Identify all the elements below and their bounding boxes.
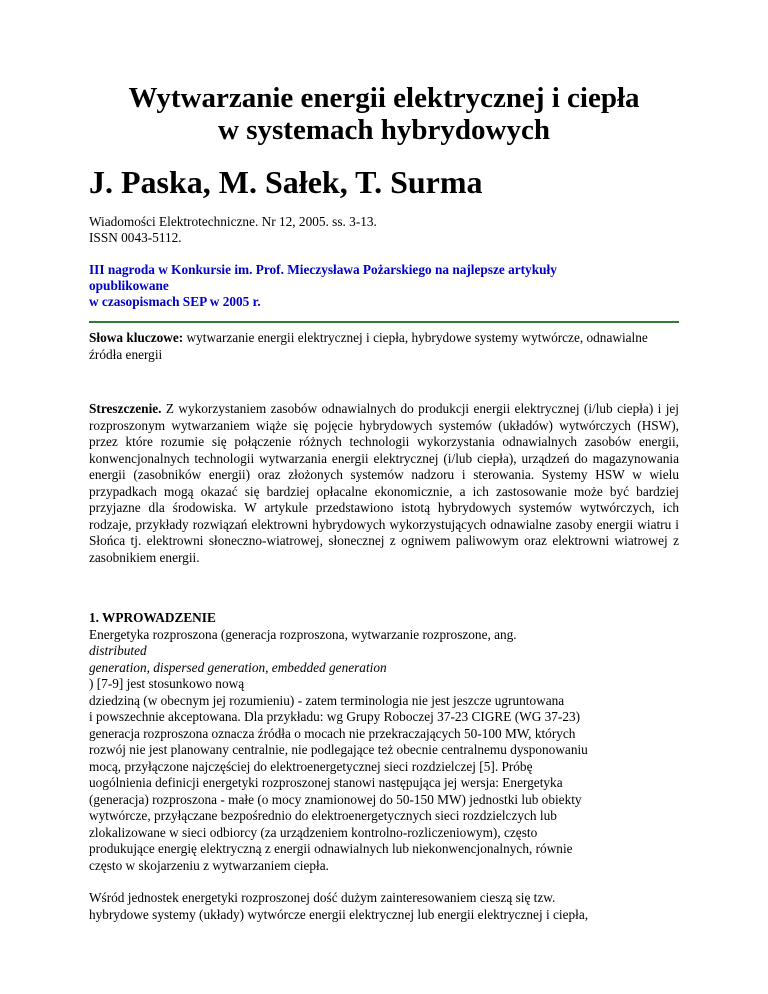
document-title bbox=[89, 82, 679, 146]
divider-rule bbox=[89, 321, 679, 323]
intro-italic-terms: generation, dispersed generation, embedded generation bbox=[89, 659, 387, 675]
paragraph-line: Wśród jednostek energetyki rozproszonej dość dużym zainteresowaniem cieszą się tzw. bbox=[89, 890, 556, 905]
section-heading: 1. WPROWADZENIE bbox=[89, 610, 216, 625]
intro-line: zlokalizowane w sieci odbiorcy (za urządzeniem kontrolno-rozliczeniowym), często bbox=[89, 824, 538, 840]
title-line-2: w systemach hybrydowych bbox=[218, 114, 550, 146]
award-line-3: w czasopismach SEP w 2005 r. bbox=[89, 294, 261, 309]
intro-line bbox=[89, 627, 679, 660]
intro-line: wytwórcze, przyłączane bezpośrednio do elektroenergetycznych sieci rozdzielczych lub bbox=[89, 808, 557, 823]
intro-line-text: Energetyka rozproszona (generacja rozproszona, wytwarzanie rozproszone, ang. bbox=[89, 626, 517, 642]
keywords-label: Słowa kluczowe: bbox=[89, 330, 184, 345]
intro-paragraph bbox=[89, 627, 679, 875]
intro-line: produkujące energię elektryczną z energii odnawialnych lub niekonwencjonalnych, równie bbox=[89, 841, 573, 856]
intro-line bbox=[89, 660, 679, 693]
intro-line: często w skojarzeniu z wytwarzaniem ciepła. bbox=[89, 857, 329, 873]
abstract-paragraph bbox=[89, 401, 679, 566]
source-line-issn: ISSN 0043-5112. bbox=[89, 230, 182, 245]
award-line-2: opublikowane bbox=[89, 278, 169, 293]
intro-line: dziedziną (w obecnym jej rozumieniu) - zatem terminologia nie jest jeszcze ugruntowana bbox=[89, 692, 565, 708]
intro-line: rozwój nie jest planowany centralnie, nie podlegające też obecnie centralnemu dysponowaniu bbox=[89, 742, 588, 757]
award-note bbox=[89, 262, 679, 310]
intro-italic-term: distributed bbox=[89, 643, 147, 658]
intro-line: i powszechnie akceptowana. Dla przykładu: wg Grupy Roboczej 37-23 CIGRE (WG 37-23) bbox=[89, 709, 581, 724]
keywords-paragraph bbox=[89, 330, 679, 363]
second-paragraph bbox=[89, 890, 679, 923]
publication-source bbox=[89, 214, 679, 246]
intro-line: mocą, przyłączone najczęściej do elektroenergetycznej sieci rozdzielczej [5]. Próbę bbox=[89, 758, 533, 774]
abstract-text: Z wykorzystaniem zasobów odnawialnych do produkcji energii elektrycznej (i/lub ciepła) i jej rozproszonym wytwarzaniem wiąże się pojęcie hybrydowych systemów (układów) wytwórczych (HSW), przez które rozumie się połączenie różnych technologii wykorzystania odnawialnych zasobów energii, konwencjonalnych technologii wytwarzania energii elektrycznej (i/lub ciepła), urządzeń do magazynowania energii (zasobników energii) oraz złożonych systemów nadzoru i sterowania. Systemy HSW w wielu przypadkach mogą okazać się bardziej opłacalne ekonomicznie, a ich zastosowanie może być bardziej przyjazne dla środowiska. W artykule przedstawiono istotą hybrydowych systemów wytwórczych, ich rodzaje, przykłady rozwiązań elektrowni hybrydowych wykorzystujących odnawialne zasoby energii wiatru i Słońca tj. elektrowni słoneczno-wiatrowej, słonecznej z ogniwem paliwowym oraz elektrowni wiatrowej z zasobnikiem energii. bbox=[89, 401, 679, 565]
intro-line: (generacja) rozproszona - małe (o mocy znamionowej do 50-150 MW) jednostki lub obiekty bbox=[89, 791, 582, 807]
abstract-label: Streszczenie. bbox=[89, 401, 162, 416]
award-line-1: III nagroda w Konkursie im. Prof. Mieczysława Pożarskiego na najlepsze artykuły bbox=[89, 262, 557, 277]
authors: J. Paska, M. Sałek, T. Surma bbox=[89, 164, 483, 200]
title-line-1: Wytwarzanie energii elektrycznej i ciepła bbox=[128, 82, 640, 114]
document-page bbox=[89, 82, 679, 923]
keywords-text: wytwarzanie energii elektrycznej i ciepła, hybrydowe systemy wytwórcze, odnawialne źródła energii bbox=[89, 330, 648, 362]
paragraph-line: hybrydowe systemy (układy) wytwórcze energii elektrycznej lub energii elektrycznej i ciepła, bbox=[89, 906, 589, 922]
intro-line: generacja rozproszona oznacza źródła o mocach nie przekraczających 50-100 MW, których bbox=[89, 725, 576, 741]
intro-line: uogólnienia definicji energetyki rozproszonej stanowi następująca jej wersja: Energetyka bbox=[89, 775, 563, 790]
intro-line-text: ) [7-9] jest stosunkowo nową bbox=[89, 676, 245, 691]
source-line-journal: Wiadomości Elektrotechniczne. Nr 12, 2005. ss. 3-13. bbox=[89, 214, 377, 229]
